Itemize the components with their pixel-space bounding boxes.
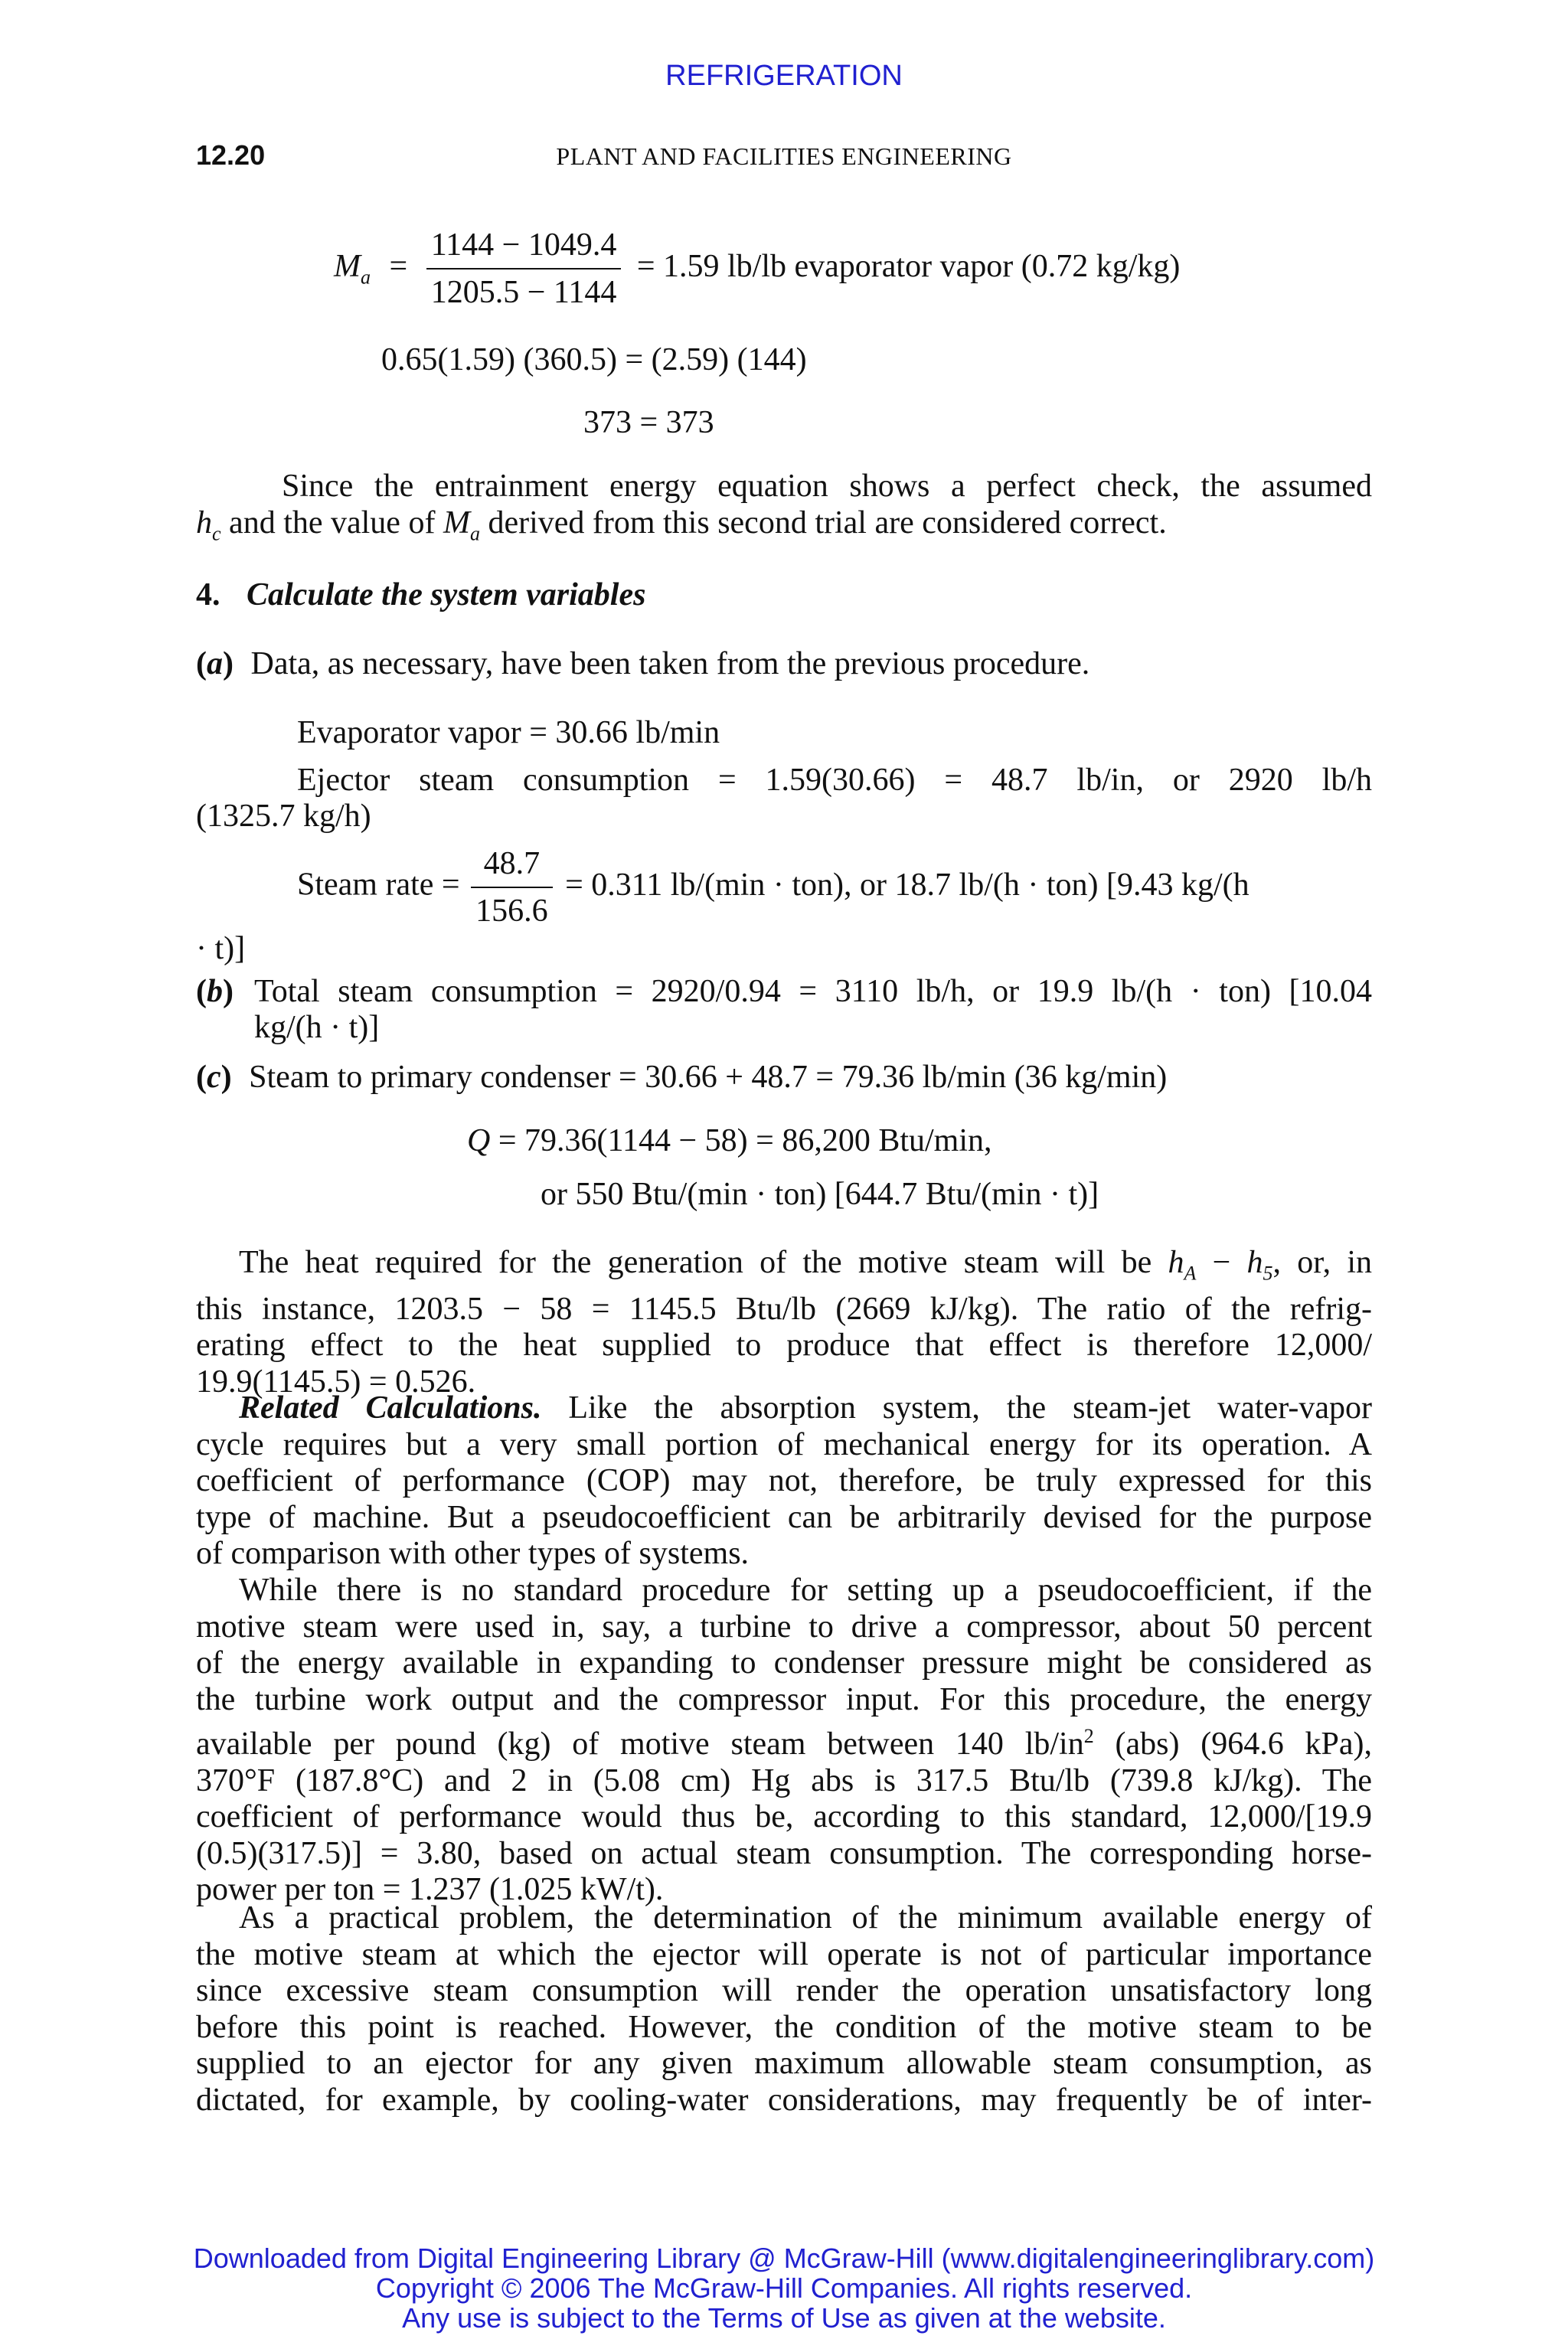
- ma-fraction: [426, 227, 622, 311]
- footer-terms[interactable]: Any use is subject to the Terms of Use as given at the website.: [402, 2302, 1166, 2334]
- ma-symbol: $M_a$: [334, 248, 371, 289]
- evaporator-vapor: Evaporator vapor = 30.66 lb/min: [297, 715, 720, 750]
- page-number: 12.20: [196, 139, 266, 171]
- item-b: (b) Total steam consumption = 2920/0.94 = 3110 lb/h, or 19.9 lb/(h · ton) [10.04 kg/(h · t)]: [196, 974, 1372, 1045]
- paragraph-entrainment: Since the entrainment energy equation shows a perfect check, the assumed $h_c$ and the value of $M_a$ derived from this second trial are considered correct.: [196, 469, 1372, 544]
- check-result: 373 = 373: [583, 405, 714, 440]
- related-heading: Related Calculations.: [239, 1390, 542, 1426]
- q-equation: Q = 79.36(1144 − 58) = 86,200 Btu/min,: [467, 1123, 992, 1158]
- paragraph-practical: As a practical problem, the determination of the minimum available energy of the motive steam at which the ejector will operate is not of particular importance since excessive steam consumption will render the operation unsatisfactory long before this point is reached. However, the condition of the motive steam to be supplied to an ejector for any given maximum allowable steam consumption, as dictated, for example, by cooling-water considerations, may frequently be of inter-: [196, 1900, 1372, 2118]
- step-number: 4.: [196, 577, 220, 612]
- item-a: (a) Data, as necessary, have been taken from the previous procedure.: [196, 646, 1090, 681]
- ma-equation: $M_a$ = $\frac{1144 - 1049.4}{1205.5 - 1144}$ = 1.59 lb/lb evaporator vapor (0.72 kg/kg): [334, 227, 1181, 310]
- check-equation: 0.65(1.59) (360.5) = (2.59) (144): [381, 342, 807, 377]
- section-title: REFRIGERATION: [665, 60, 903, 92]
- ejector-consumption: Ejector steam consumption = 1.59(30.66) = 48.7 lb/in, or 2920 lb/h (1325.7 kg/h): [196, 763, 1372, 834]
- steam-rate-fraction: $\frac{48.7}{156.6}$: [471, 845, 553, 929]
- ma-result: = 1.59 lb/lb evaporator vapor (0.72 kg/kg): [636, 248, 1181, 284]
- footer-copyright: Copyright © 2006 The McGraw-Hill Companies. All rights reserved.: [375, 2272, 1193, 2304]
- steam-rate-tail: · t)]: [196, 931, 246, 966]
- step-title: Calculate the system variables: [247, 577, 646, 612]
- steam-rate-equation: Steam rate = $\frac{48.7}{156.6}$ = 0.311 lb/(min · ton), or 18.7 lb/(h · ton) [9.43 kg/(h: [297, 846, 1250, 929]
- paragraph-pseudocoefficient: While there is no standard procedure for setting up a pseudocoefficient, if the motive steam were used in, say, a turbine to drive a compressor, about 50 percent of the energy available in expanding to condenser pressure might be considered as the turbine work output and the compressor input. For this procedure, the energy available per pound (kg) of motive steam between 140 $lb/in^2$ (abs) (964.6 kPa), 370°F (187.8°C) and 2 in (5.08 cm) Hg abs is 317.5 Btu/lb (739.8 kJ/kg). The coefficient of performance would thus be, according to this standard, 12,000/[19.9 (0.5)(317.5)] = 3.80, based on actual steam consumption. The corresponding horse- power per ton = 1.237 (1.025 kW/t).: [196, 1573, 1372, 1907]
- step-heading: [196, 577, 645, 613]
- q-equation-line2: or 550 Btu/(min · ton) [644.7 Btu/(min · t)]: [541, 1177, 1099, 1212]
- ma-denominator: 1205.5 − 1144: [430, 275, 617, 310]
- item-a-text: Data, as necessary, have been taken from the previous procedure.: [250, 646, 1090, 681]
- paragraph-heat: The heat required for the generation of the motive steam will be $h_A - h_5$, or, in this instance, 1203.5 − 58 = 1145.5 Btu/lb (2669 kJ/kg). The ratio of the refrig- erating effect to the heat supplied to produce that effect is therefore 12,000/ 19.9(1145.5) = 0.526.: [196, 1245, 1372, 1400]
- footer-download-link[interactable]: Downloaded from Digital Engineering Library @ McGraw-Hill (www.digitalengineeringlibrary.com): [193, 2243, 1375, 2274]
- item-c: (c) Steam to primary condenser = 30.66 + 48.7 = 79.36 lb/min (36 kg/min): [196, 1060, 1168, 1095]
- paragraph-related: Related Calculations. Like the absorption system, the steam-jet water-vapor cycle requires but a very small portion of mechanical energy for its operation. A coefficient of performance (COP) may not, therefore, be truly expressed for this type of machine. But a pseudocoefficient can be arbitrarily devised for the purpose of comparison with other types of systems.: [196, 1390, 1373, 1571]
- ma-numerator: 1144 − 1049.4: [426, 227, 622, 270]
- running-head: PLANT AND FACILITIES ENGINEERING: [556, 142, 1012, 170]
- footer: [0, 2243, 1568, 2333]
